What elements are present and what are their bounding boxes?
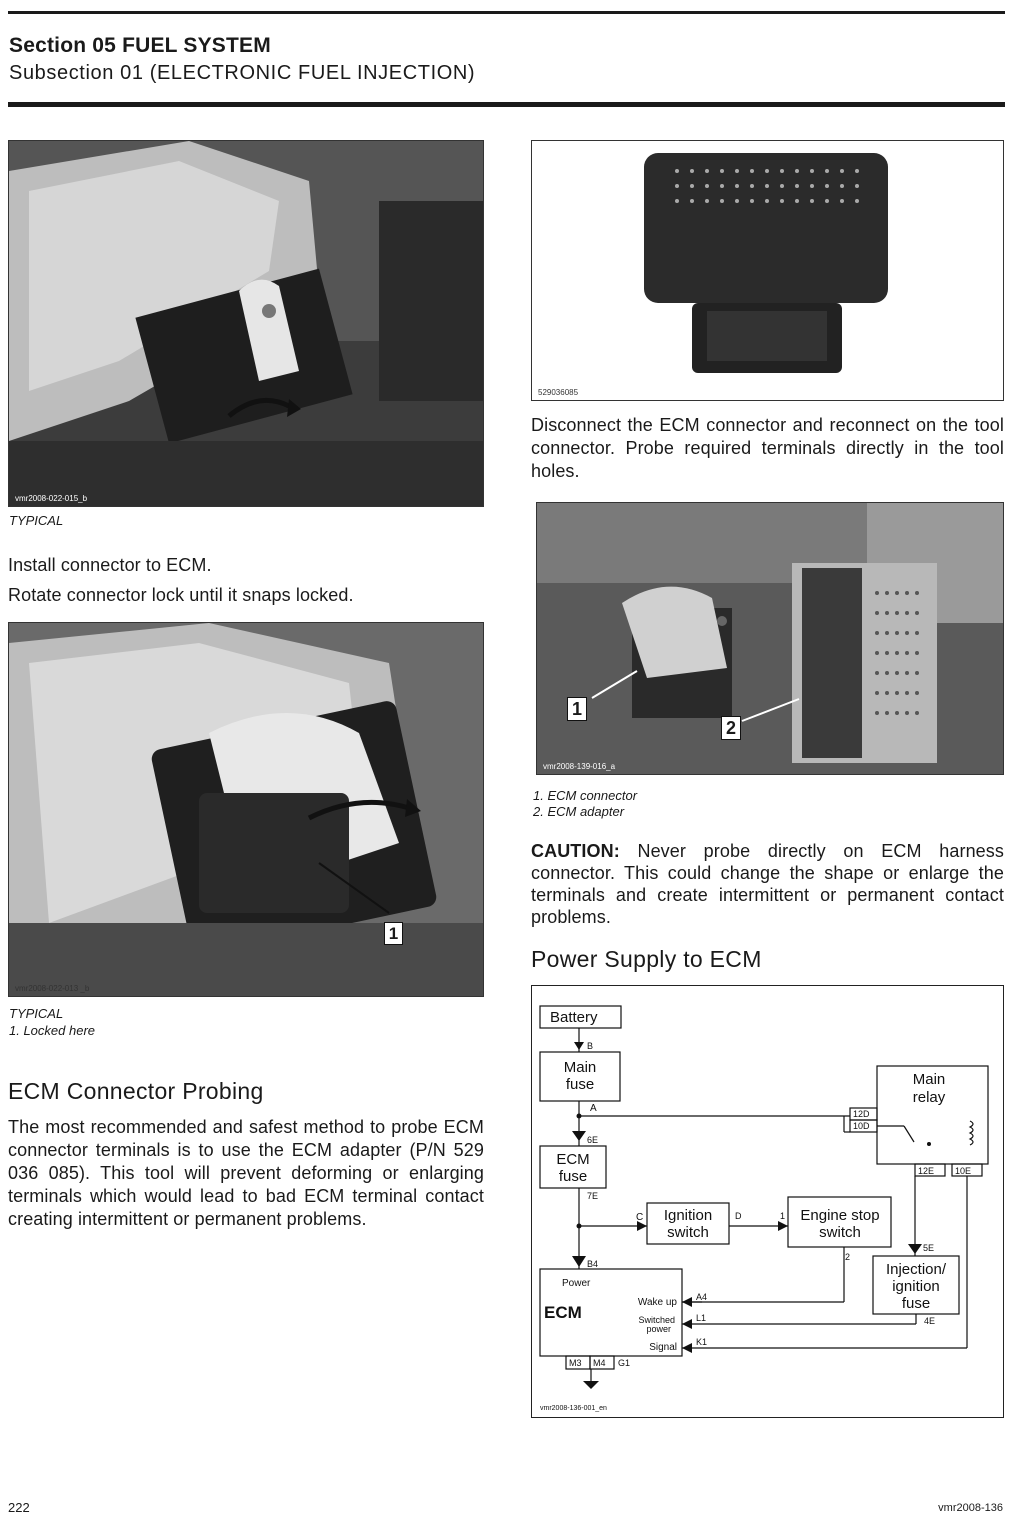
terminal-2: 2	[845, 1252, 851, 1262]
callout-1	[384, 922, 403, 945]
injection-fuse-label-1: Injection/	[885, 1261, 947, 1278]
photo2-caption: TYPICAL	[9, 1006, 64, 1021]
ecm-label: ECM	[544, 1303, 582, 1322]
photo-connector-locked	[8, 622, 484, 997]
terminal-6e: 6E	[587, 1135, 599, 1145]
terminal-b4: B4	[587, 1259, 599, 1269]
terminal-10d: 10D	[853, 1121, 870, 1131]
photo4-legend-2: 2. ECM adapter	[533, 804, 625, 819]
photo-connector-install	[8, 140, 484, 507]
terminal-12d: 12D	[853, 1109, 870, 1119]
page-number: 222	[8, 1500, 30, 1515]
ecm-wake-up-label: Wake up	[637, 1297, 677, 1308]
ecm-signal-label: Signal	[649, 1342, 677, 1353]
heading-power-supply: Power Supply to ECM	[531, 946, 762, 972]
photo2-legend-1: 1. Locked here	[9, 1023, 96, 1038]
terminal-10e: 10E	[955, 1166, 972, 1176]
ecm-power-label: Power	[562, 1278, 591, 1289]
ecm-switched-power-label-2: power	[646, 1324, 671, 1334]
ignition-switch-label-1: Ignition	[663, 1207, 713, 1224]
engine-stop-switch-label-1: Engine stop	[800, 1207, 880, 1224]
terminal-c: C	[636, 1212, 644, 1223]
caution-label: CAUTION:	[531, 841, 620, 861]
photo-ecm-adapter	[531, 140, 1004, 401]
caution-paragraph	[531, 840, 1004, 928]
instruction-rotate: Rotate connector lock until it snaps locked.	[8, 585, 354, 605]
connector-locked-illustration	[9, 623, 483, 996]
connector-install-illustration	[9, 141, 483, 506]
injection-fuse-label-3: fuse	[901, 1295, 931, 1312]
main-fuse-label-2: fuse	[565, 1076, 595, 1093]
heading-ecm-connector-probing: ECM Connector Probing	[8, 1078, 264, 1104]
caution-text: Never probe directly on ECM harness connector. This could change the shape or enlarge the terminals and create intermittent or permanent contact problems.	[531, 841, 1004, 927]
photo-code: 529036085	[538, 388, 579, 397]
photo4-legend-1: 1. ECM connector	[533, 788, 638, 803]
photo-ecm-connector-adapter	[536, 502, 1004, 775]
terminal-1: 1	[780, 1211, 786, 1221]
callout-label: 1	[388, 924, 399, 943]
disconnect-paragraph: Disconnect the ECM connector and reconnect on the tool connector. Probe required terminals directly in the tool holes.	[531, 415, 1004, 481]
engine-stop-switch-label-2: switch	[819, 1224, 861, 1241]
ecm-switched-power-label-1: Switched	[638, 1315, 675, 1325]
probing-paragraph: The most recommended and safest method to probe ECM connector terminals is to use the ECM adapter (P/N 529 036 085). This tool will prevent deforming or enlarging terminals which would lead to bad ECM terminal contact creating intermittent or permanent problems.	[8, 1117, 484, 1229]
terminal-a4: A4	[696, 1292, 708, 1302]
photo1-caption: TYPICAL	[9, 513, 64, 528]
photo-code: vmr2008-022-015_b	[15, 494, 88, 503]
power-supply-wiring-diagram	[531, 985, 1004, 1418]
terminal-5e: 5E	[923, 1243, 935, 1253]
injection-fuse-label-2: ignition	[892, 1278, 940, 1295]
ground-pin-m3: M3	[569, 1358, 582, 1368]
photo-code: vmr2008-139-016_a	[543, 762, 616, 771]
document-code: vmr2008-136	[938, 1502, 1003, 1514]
subsection-title: Subsection 01 (ELECTRONIC FUEL INJECTION)	[9, 62, 476, 84]
callout-1	[567, 697, 587, 721]
ground-pin-m4: M4	[593, 1358, 606, 1368]
wiring-diagram-svg	[532, 986, 1003, 1417]
terminal-d: D	[735, 1211, 742, 1221]
callout-2	[721, 716, 741, 740]
terminal-b: B	[587, 1041, 594, 1051]
terminal-4e: 4E	[924, 1316, 936, 1326]
callout-label: 1	[571, 699, 582, 719]
terminal-12e: 12E	[918, 1166, 935, 1176]
ignition-switch-label-2: switch	[667, 1224, 709, 1241]
photo-code: vmr2008-022-013 _b	[15, 984, 90, 993]
callout-label: 2	[725, 718, 736, 738]
terminal-7e: 7E	[587, 1191, 599, 1201]
ecm-fuse-label-1: ECM	[556, 1151, 590, 1168]
terminal-a: A	[590, 1103, 597, 1114]
battery-label: Battery	[550, 1009, 598, 1026]
ecm-adapter-illustration	[532, 141, 1003, 400]
ground-symbol	[583, 1381, 599, 1389]
ground-pin-g1: G1	[618, 1358, 631, 1368]
terminal-l1: L1	[696, 1313, 707, 1323]
instruction-install: Install connector to ECM.	[8, 555, 212, 575]
top-rule	[8, 11, 1005, 14]
main-relay-label-2: relay	[912, 1089, 946, 1106]
main-relay-label-1: Main	[912, 1071, 946, 1088]
ecm-fuse-label-2: fuse	[558, 1168, 588, 1185]
terminal-k1: K1	[696, 1337, 708, 1347]
diagram-code: vmr2008-136-001_en	[540, 1405, 607, 1412]
connector-adapter-illustration	[537, 503, 1003, 774]
header-rule	[8, 102, 1005, 107]
section-title: Section 05 FUEL SYSTEM	[9, 34, 271, 57]
main-fuse-label-1: Main	[563, 1059, 597, 1076]
